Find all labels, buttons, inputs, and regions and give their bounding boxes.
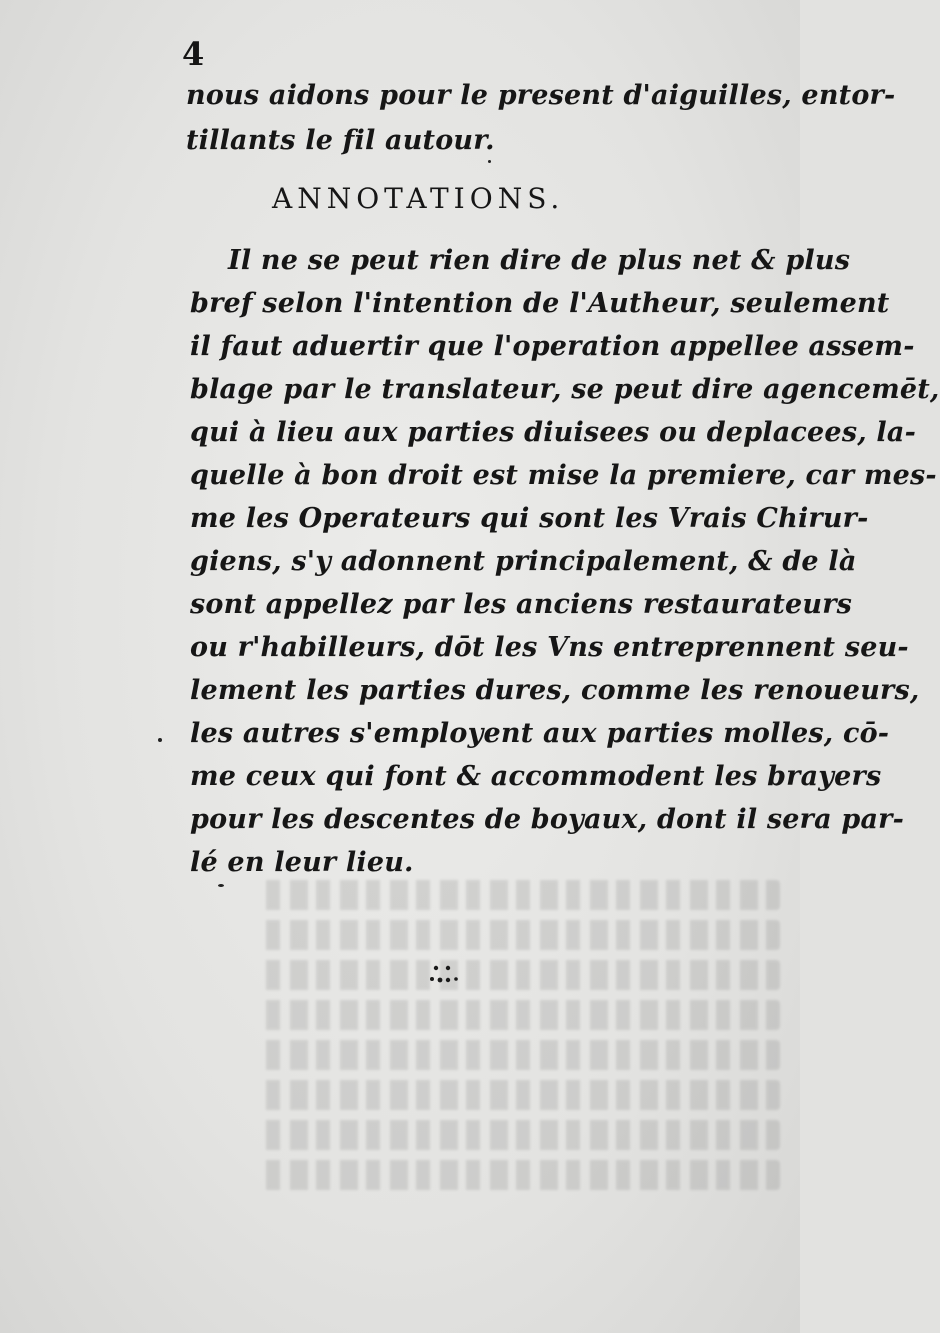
text-line: il faut aduertir que l'operation appellee assem- — [190, 331, 915, 362]
text-line: sont appellez par les anciens restaurateurs — [190, 589, 853, 620]
text-line: tillants le fil autour. — [186, 125, 495, 156]
text-line: lement les parties dures, comme les renoueurs, — [190, 675, 920, 706]
fleuron-ornament — [420, 960, 470, 990]
text-line: bref selon l'intention de l'Autheur, seulement — [190, 288, 890, 319]
text-line: qui à lieu aux parties diuisees ou deplacees, la- — [190, 417, 916, 448]
text-line: ou r'habilleurs, dōt les Vns entreprennent seu- — [190, 632, 909, 663]
ink-speck — [488, 160, 491, 163]
page-number: 4 — [182, 35, 205, 73]
text-line: nous aidons pour le present d'aiguilles, entor- — [186, 80, 896, 111]
section-heading: ANNOTATIONS. — [272, 182, 565, 215]
text-line: Il ne se peut rien dire de plus net & plus — [228, 245, 851, 276]
text-line: blage par le translateur, se peut dire agencemēt, — [190, 374, 940, 405]
ink-speck — [158, 738, 162, 742]
text-line: me les Operateurs qui sont les Vrais Chirur- — [190, 503, 869, 534]
verso-bleed-through — [260, 880, 780, 1240]
text-line: quelle à bon droit est mise la premiere, car mes- — [190, 460, 937, 491]
text-line: lé en leur lieu. — [190, 847, 414, 878]
text-line: les autres s'employent aux parties molles, cō- — [190, 718, 890, 749]
text-line: giens, s'y adonnent principalement, & de là — [190, 546, 857, 577]
text-line: pour les descentes de boyaux, dont il sera par- — [190, 804, 904, 835]
text-line: me ceux qui font & accommodent les brayers — [190, 761, 882, 792]
ink-speck — [218, 884, 224, 887]
